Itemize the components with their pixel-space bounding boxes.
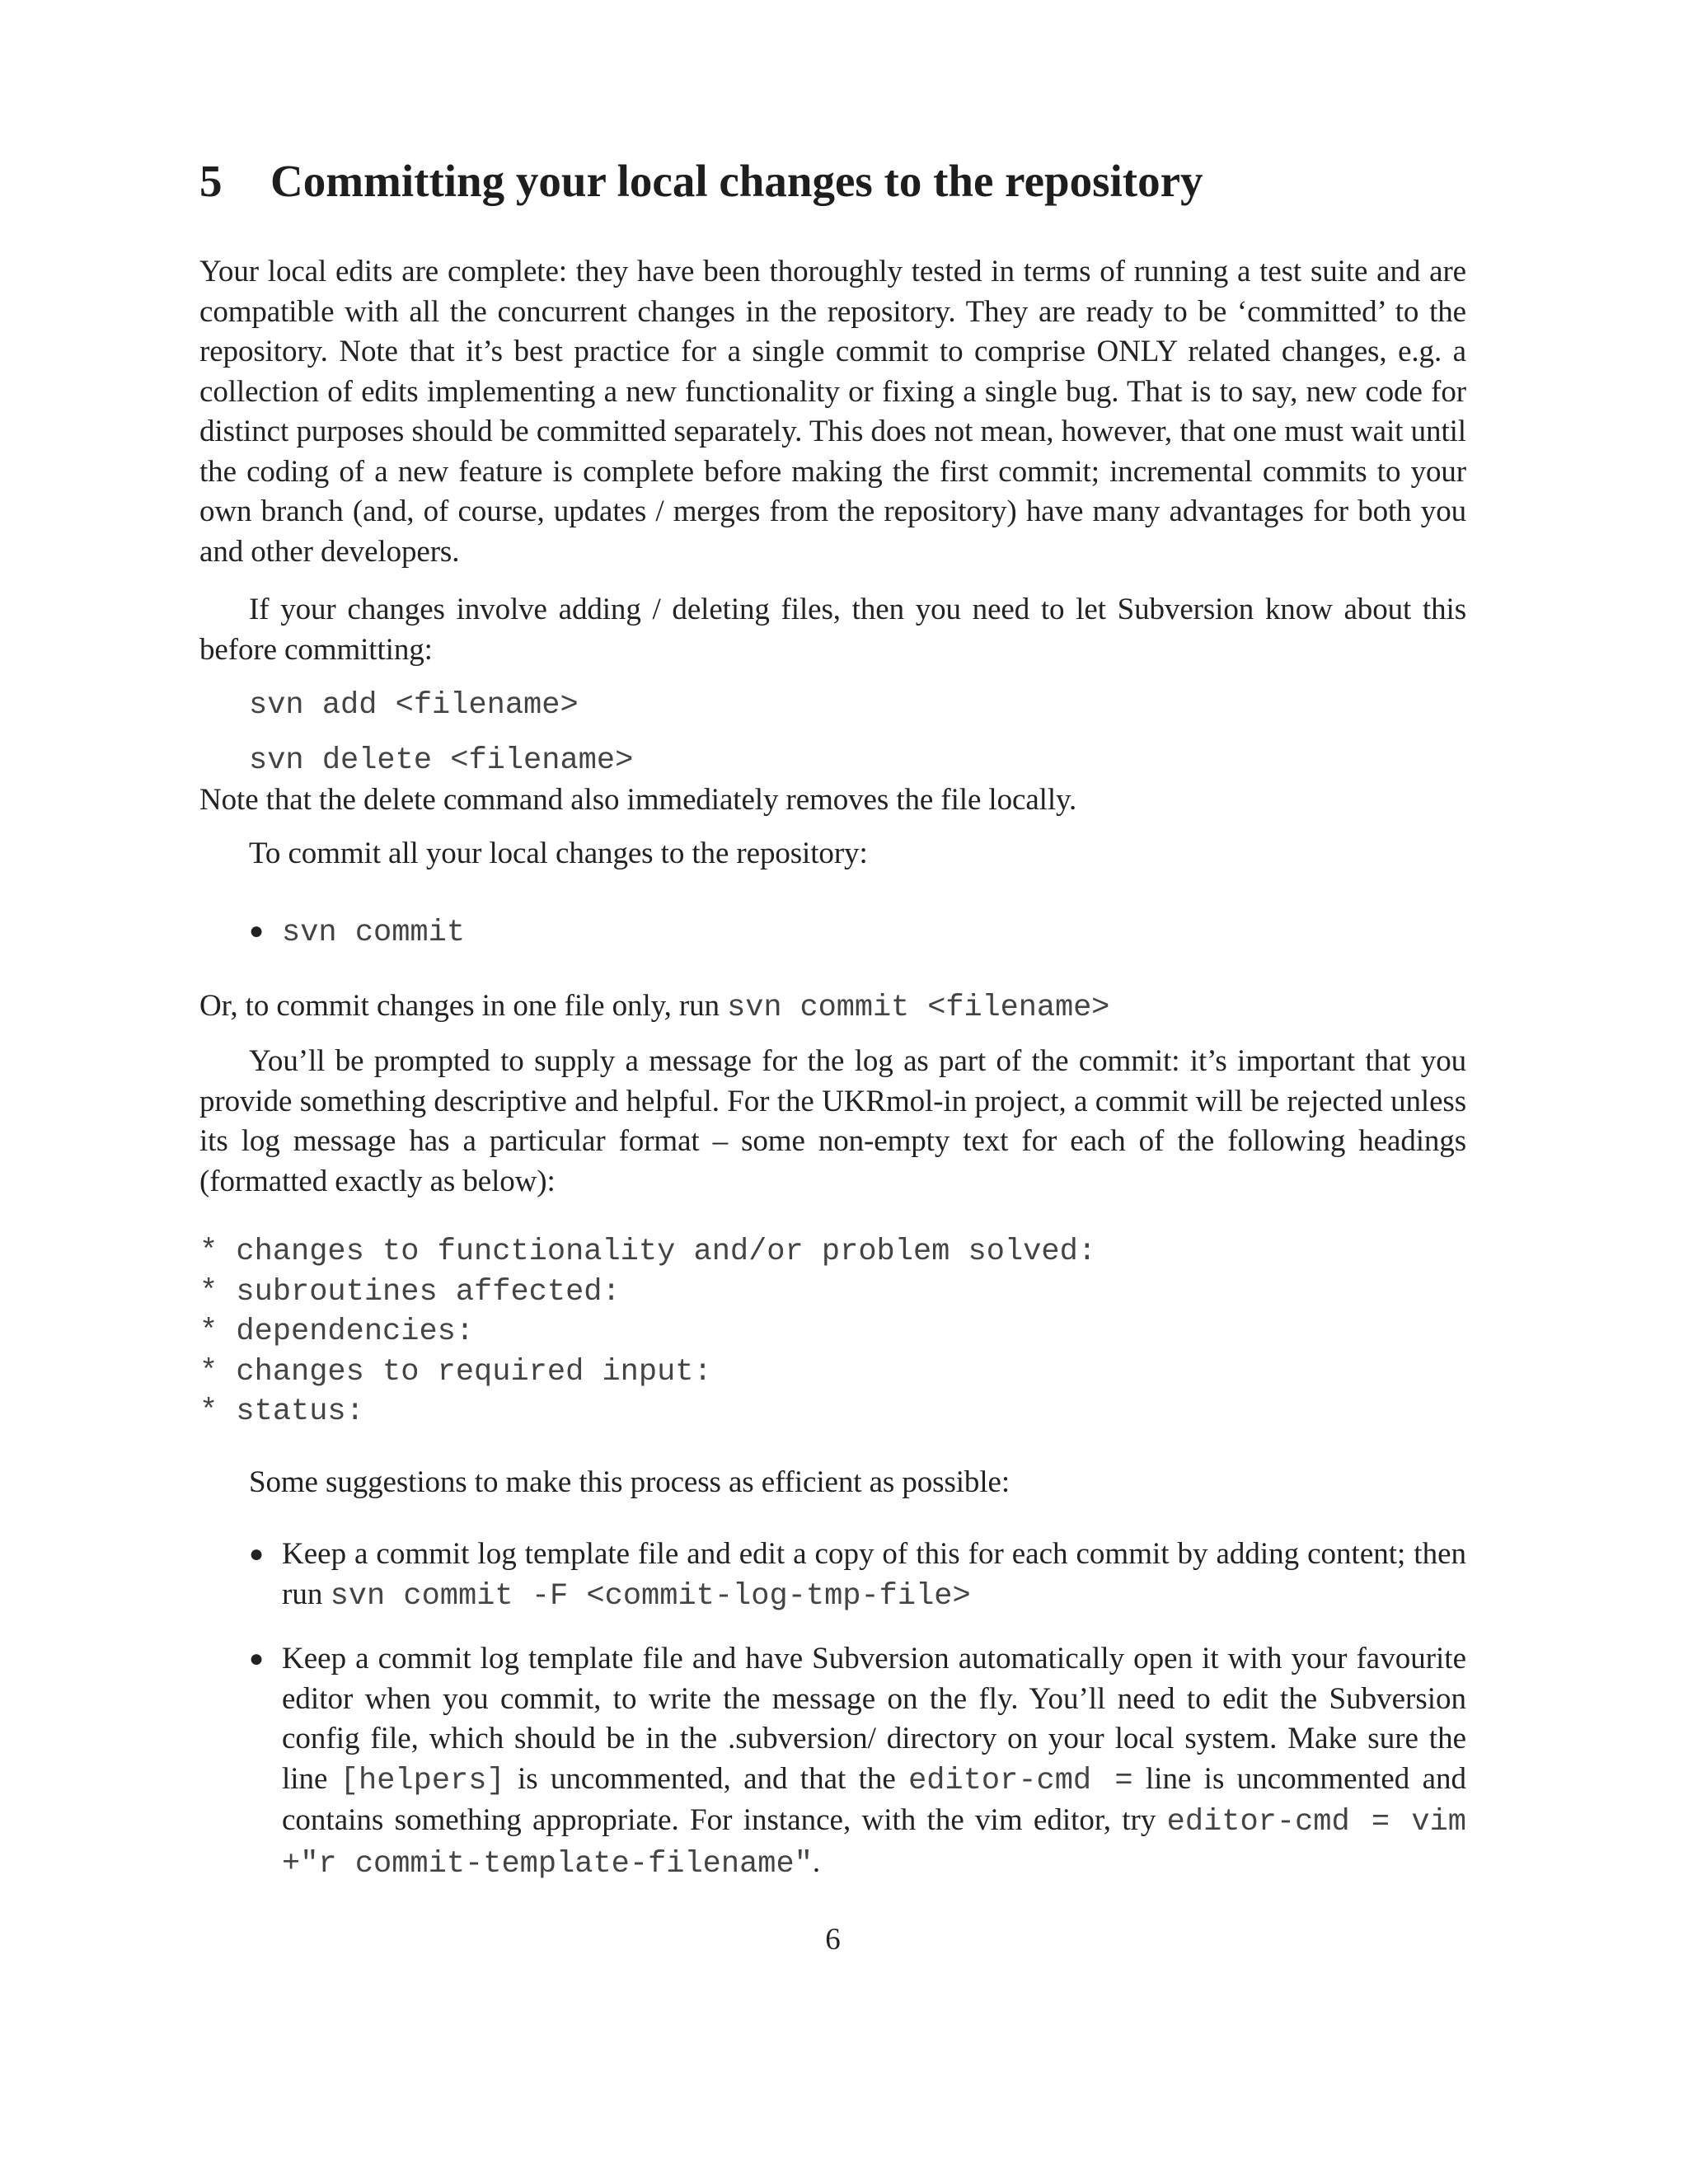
tip1-text: Keep a commit log template file and edit a copy of this for each commit by adding content; then run — [282, 1537, 1466, 1611]
svn-add-command: svn add <filename> — [249, 688, 579, 723]
tip-bullet-item — [249, 1639, 1466, 1884]
suggestions-paragraph: Some suggestions to make this process as efficient as possible: — [249, 1465, 1010, 1499]
log-message-paragraph: You’ll be prompted to supply a message for the log as part of the commit: it’s important that you provide something descriptive and helpful. For the UKRmol-in project, a commit will be rejected unless its log message has a particular format – some non-empty text for each of the following headings (formatted exactly as below): — [199, 1044, 1466, 1198]
bullet-icon: ● — [249, 917, 265, 944]
svn-commit-file-command: svn commit <filename> — [727, 991, 1110, 1025]
tip2-text-b: is uncommented, and that the — [504, 1761, 909, 1796]
svn-commit-command: svn commit — [282, 916, 466, 950]
page-number: 6 — [825, 1923, 841, 1957]
single-file-text: Or, to commit changes in one file only, run — [199, 989, 728, 1023]
intro-paragraph: Your local edits are complete: they have been thoroughly tested in terms of running a test suite and are compatible with all the concurrent changes in the repository. They are ready to be ‘committed’ to the repository. Note that it’s best practice for a single commit to comprise ONLY related changes, e.g. a collection of edits implementing a new functionality or fixing a single bug. That is to say, new code for distinct purposes should be committed separately. This does not mean, however, that one must wait until the coding of a new feature is complete before making the first commit; incremental commits to your own branch (and, of course, updates / merges from the repository) have many advantages for both you and other developers. — [199, 255, 1466, 569]
helpers-code: [helpers] — [340, 1763, 505, 1798]
svn-commit-F-command: svn commit -F <commit-log-tmp-file> — [330, 1578, 971, 1614]
bullet-icon: ● — [249, 1645, 265, 1672]
commit-bullet-item — [249, 912, 1466, 954]
svn-delete-command: svn delete <filename> — [249, 743, 634, 778]
editor-cmd-example-code: editor-cmd = vim +"r commit-template-filename" — [282, 1805, 1466, 1882]
section-number: 5 — [199, 156, 223, 206]
log-heading-line: * dependencies: — [199, 1315, 475, 1349]
log-heading-line: * subroutines affected: — [199, 1274, 621, 1310]
log-heading-line: * status: — [199, 1394, 364, 1429]
log-heading-line: * changes to required input: — [199, 1354, 712, 1390]
tip2-text-c: line is uncommented and contains something appropriate. For instance, with the vim editor, try — [282, 1761, 1466, 1837]
editor-cmd-code: editor-cmd = — [908, 1763, 1133, 1798]
section-heading — [199, 148, 1203, 214]
delete-note-paragraph: Note that the delete command also immediately removes the file locally. — [199, 783, 1077, 817]
commit-all-paragraph: To commit all your local changes to the repository: — [249, 837, 868, 870]
section-title: Committing your local changes to the repository — [270, 156, 1203, 206]
single-file-paragraph — [199, 987, 1466, 1029]
tip2-text-d: . — [812, 1844, 821, 1879]
tip-bullet-item — [249, 1535, 1466, 1616]
document-page — [199, 0, 1466, 2184]
tip2-text-a: Keep a commit log template file and have Subversion automatically open it with your favourite editor when you commit, to write the message on the fly. You’ll need to edit the Subversion config file, which should be in the .subversion/ directory on your local system. Make sure the line — [282, 1642, 1466, 1796]
log-heading-line: * changes to functionality and/or problem solved: — [199, 1235, 1096, 1269]
log-headings-block — [199, 1232, 1096, 1432]
add-delete-paragraph: If your changes involve adding / deleting files, then you need to let Subversion know about this before committing: — [199, 593, 1466, 667]
bullet-icon: ● — [249, 1540, 265, 1568]
